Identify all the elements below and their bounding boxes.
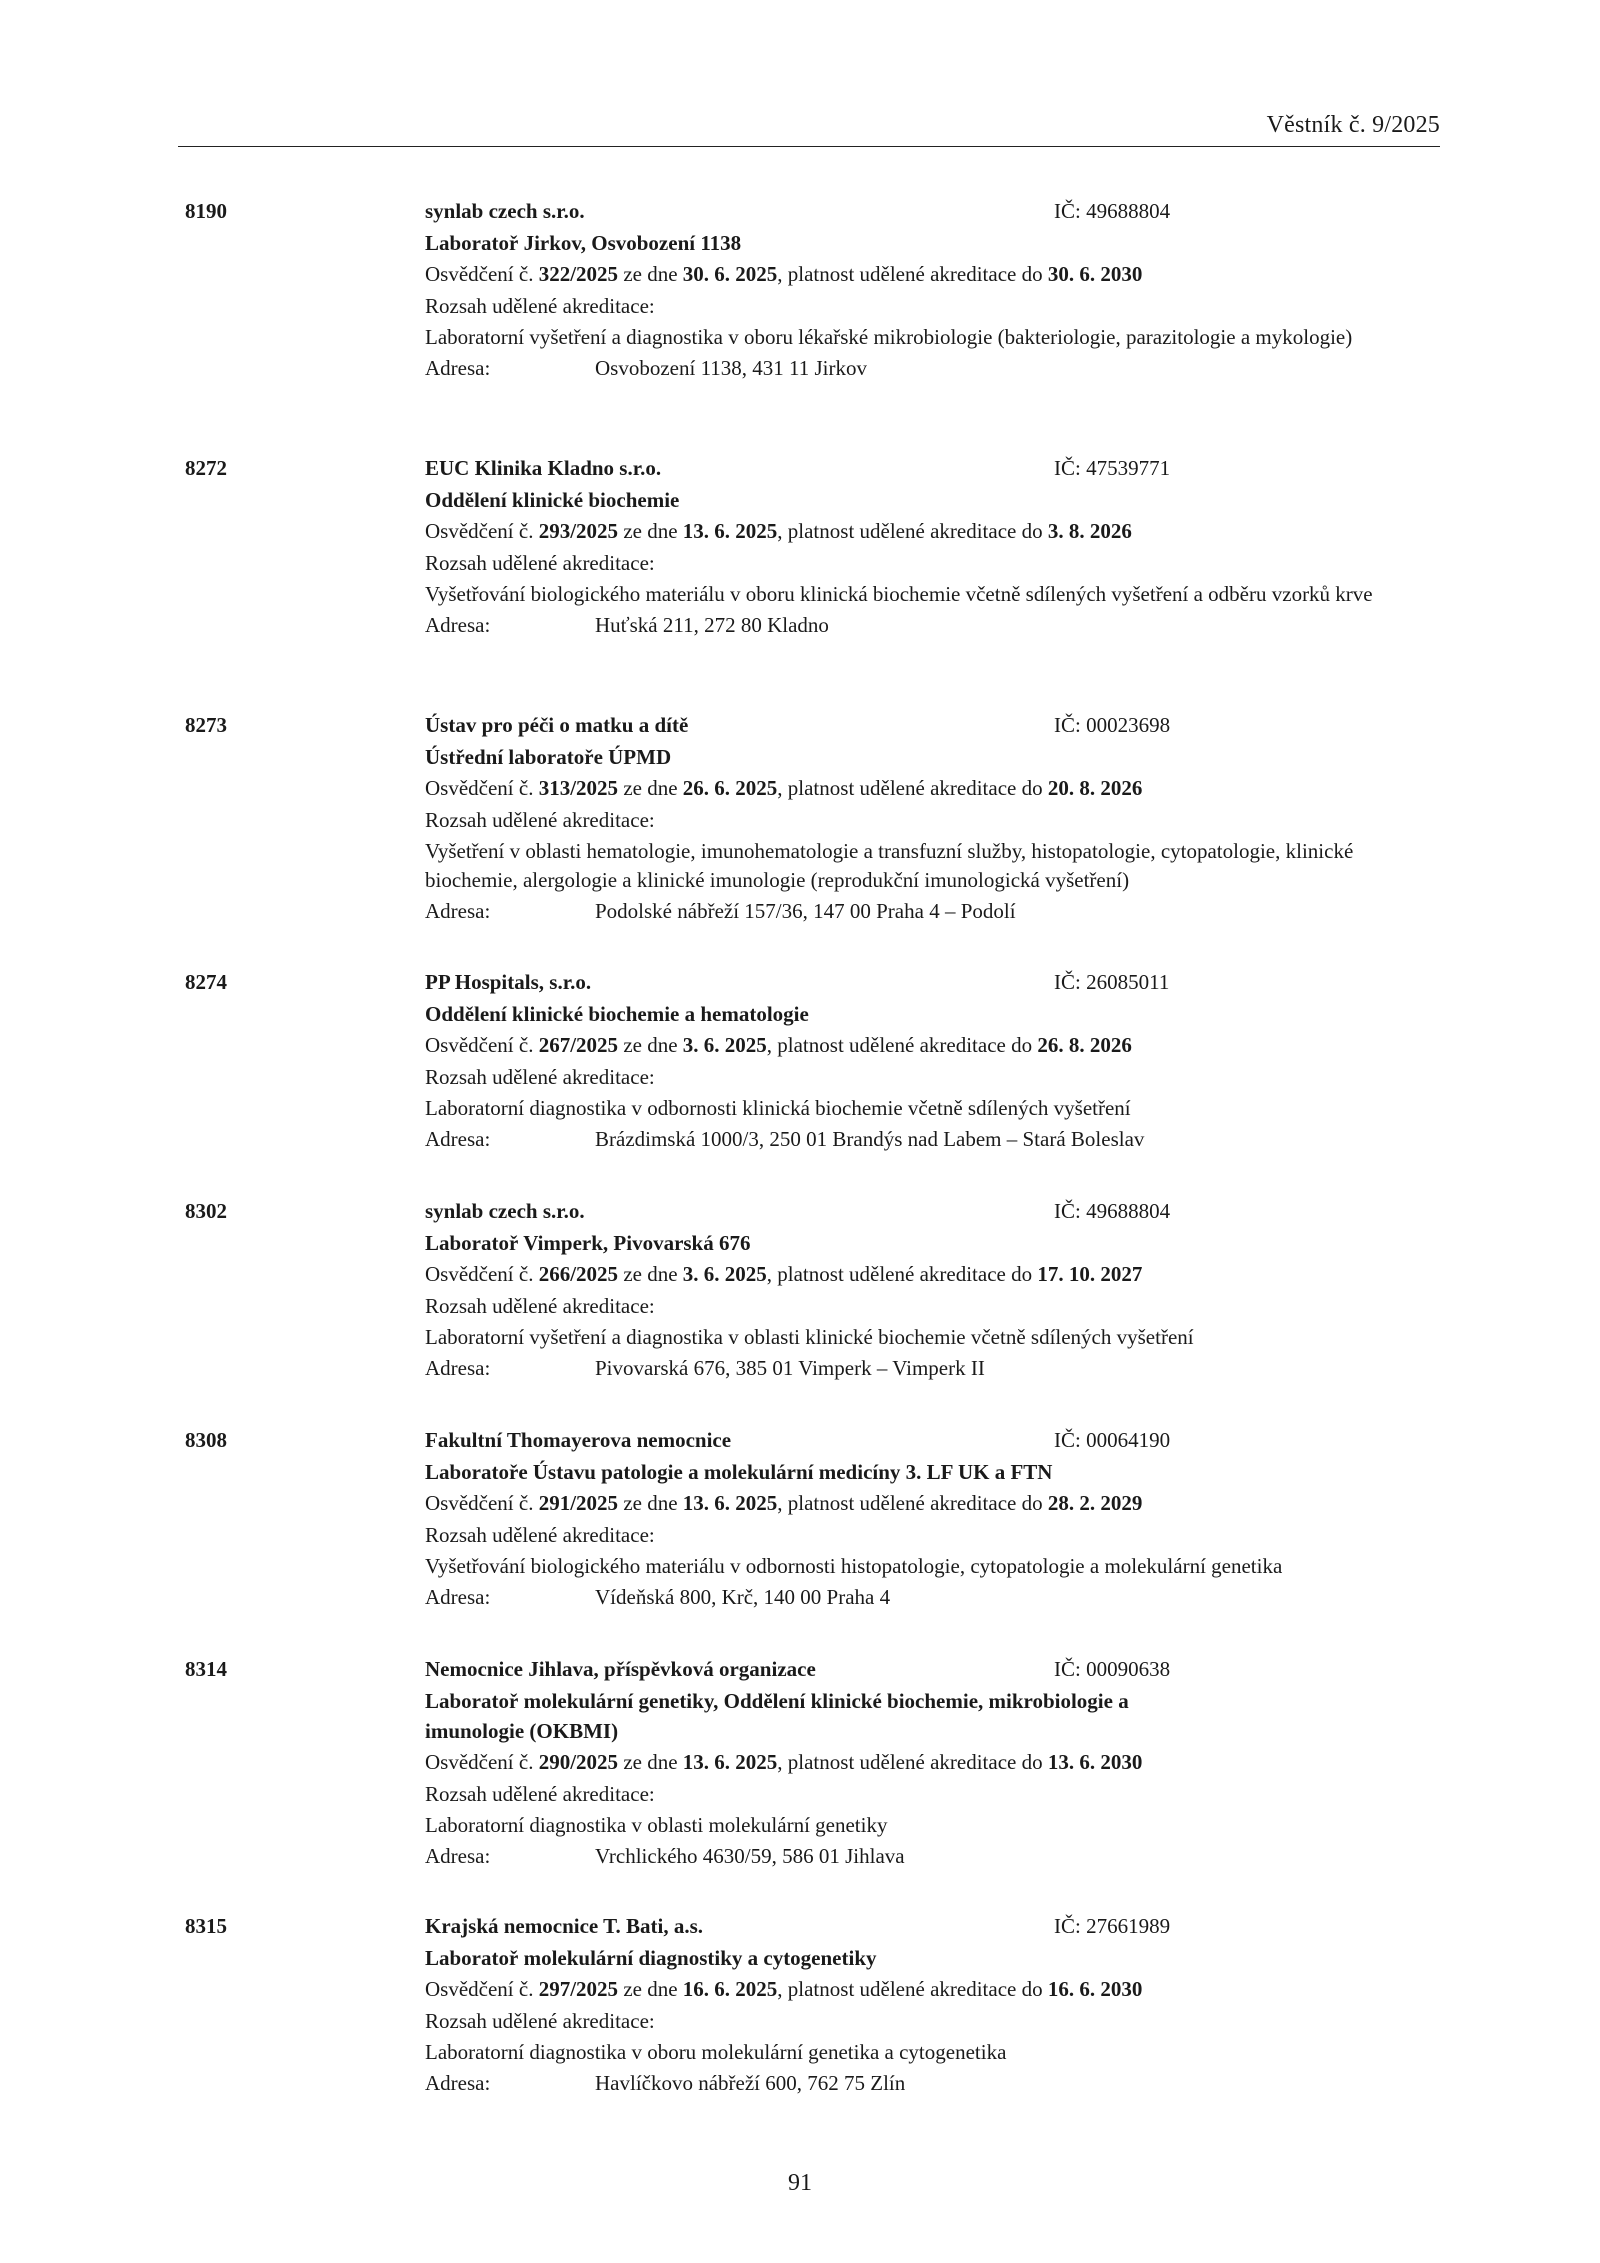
entry-number: 8274: [185, 970, 227, 994]
organization-name: Fakultní Thomayerova nemocnice: [425, 1428, 732, 1452]
entry-number: 8314: [185, 1657, 227, 1681]
laboratory-name: Oddělení klinické biochemie: [425, 487, 680, 512]
address-value: Podolské nábřeží 157/36, 147 00 Praha 4 – Podolí: [595, 898, 1016, 923]
organization-name: synlab czech s.r.o.: [425, 199, 585, 223]
address-line: Adresa: Vídeňská 800, Krč, 140 00 Praha 4: [425, 1581, 1445, 1614]
address-value: Pivovarská 676, 385 01 Vimperk – Vimperk II: [595, 1355, 985, 1380]
address-line: Adresa: Osvobození 1138, 431 11 Jirkov: [425, 352, 1445, 385]
company-id: IČ: 00064190: [1054, 1428, 1171, 1452]
scope-label: Rozsah udělené akreditace:: [425, 1294, 655, 1318]
address-value: Brázdimská 1000/3, 250 01 Brandýs nad Labem – Stará Boleslav: [595, 1126, 1145, 1151]
laboratory-name: Laboratoř Jirkov, Osvobození 1138: [425, 230, 742, 255]
laboratory-name: Laboratoře Ústavu patologie a molekulární medicíny 3. LF UK a FTN: [425, 1459, 1053, 1484]
scope-label: Rozsah udělené akreditace:: [425, 2009, 655, 2033]
address-line: Adresa: Huťská 211, 272 80 Kladno: [425, 609, 1445, 642]
certificate-line: Osvědčení č. 322/2025 ze dne 30. 6. 2025, platnost udělené akreditace do 30. 6. 2030: [425, 261, 1143, 286]
scope-text: Laboratorní diagnostika v odbornosti klinická biochemie včetně sdílených vyšetření: [425, 1095, 1131, 1120]
certificate-line: Osvědčení č. 266/2025 ze dne 3. 6. 2025, platnost udělené akreditace do 17. 10. 2027: [425, 1261, 1143, 1286]
certificate-line: Osvědčení č. 293/2025 ze dne 13. 6. 2025, platnost udělené akreditace do 3. 8. 2026: [425, 518, 1132, 543]
laboratory-name: Laboratoř molekulární genetiky, Oddělení klinické biochemie, mikrobiologie a imunologie (OKBMI): [425, 1688, 1129, 1743]
entry-number: 8273: [185, 713, 227, 737]
entry-number: 8308: [185, 1428, 227, 1452]
company-id: IČ: 47539771: [1054, 456, 1171, 480]
entry-number: 8315: [185, 1914, 227, 1938]
scope-label: Rozsah udělené akreditace:: [425, 1065, 655, 1089]
entry-number: 8302: [185, 1199, 227, 1223]
scope-text: Laboratorní vyšetření a diagnostika v oboru lékařské mikrobiologie (bakteriologie, parazitologie a mykologie): [425, 324, 1353, 349]
organization-name: synlab czech s.r.o.: [425, 1199, 585, 1223]
company-id: IČ: 49688804: [1054, 199, 1171, 223]
company-id: IČ: 00023698: [1054, 713, 1171, 737]
certificate-line: Osvědčení č. 297/2025 ze dne 16. 6. 2025, platnost udělené akreditace do 16. 6. 2030: [425, 1976, 1143, 2001]
laboratory-name: Oddělení klinické biochemie a hematologie: [425, 1001, 809, 1026]
organization-name: EUC Klinika Kladno s.r.o.: [425, 456, 662, 480]
scope-text: Laboratorní vyšetření a diagnostika v oblasti klinické biochemie včetně sdílených vyšetření: [425, 1324, 1194, 1349]
laboratory-name: Laboratoř molekulární diagnostiky a cytogenetiky: [425, 1945, 877, 1970]
entry-number: 8190: [185, 199, 227, 223]
company-id: IČ: 49688804: [1054, 1199, 1171, 1223]
address-value: Havlíčkovo nábřeží 600, 762 75 Zlín: [595, 2070, 906, 2095]
company-id: IČ: 00090638: [1054, 1657, 1171, 1681]
address-value: Vídeňská 800, Krč, 140 00 Praha 4: [595, 1584, 891, 1609]
address-line: Adresa: Vrchlického 4630/59, 586 01 Jihlava: [425, 1840, 1445, 1873]
scope-text: Laboratorní diagnostika v oblasti molekulární genetiky: [425, 1812, 888, 1837]
page-header: [178, 112, 1440, 147]
organization-name: Nemocnice Jihlava, příspěvková organizace: [425, 1657, 816, 1681]
address-line: Adresa: Havlíčkovo nábřeží 600, 762 75 Zlín: [425, 2067, 1445, 2100]
company-id: IČ: 26085011: [1054, 970, 1170, 994]
address-line: Adresa: Brázdimská 1000/3, 250 01 Brandýs nad Labem – Stará Boleslav: [425, 1123, 1445, 1156]
address-line: Adresa: Podolské nábřeží 157/36, 147 00 Praha 4 – Podolí: [425, 895, 1445, 928]
certificate-line: Osvědčení č. 290/2025 ze dne 13. 6. 2025, platnost udělené akreditace do 13. 6. 2030: [425, 1749, 1143, 1774]
certificate-line: Osvědčení č. 291/2025 ze dne 13. 6. 2025, platnost udělené akreditace do 28. 2. 2029: [425, 1490, 1143, 1515]
address-value: Huťská 211, 272 80 Kladno: [595, 612, 829, 637]
address-line: Adresa: Pivovarská 676, 385 01 Vimperk – Vimperk II: [425, 1352, 1445, 1385]
laboratory-name: Laboratoř Vimperk, Pivovarská 676: [425, 1230, 751, 1255]
company-id: IČ: 27661989: [1054, 1914, 1171, 1938]
scope-text: Vyšetření v oblasti hematologie, imunohematologie a transfuzní služby, histopatologie, cytopatologie, klinické biochemie, alergologie a klinické imunologie (reprodukční imunologická vyšetření): [425, 838, 1354, 892]
address-value: Vrchlického 4630/59, 586 01 Jihlava: [595, 1843, 905, 1868]
scope-label: Rozsah udělené akreditace:: [425, 1782, 655, 1806]
scope-label: Rozsah udělené akreditace:: [425, 294, 655, 318]
laboratory-name: Ústřední laboratoře ÚPMD: [425, 744, 672, 769]
scope-label: Rozsah udělené akreditace:: [425, 808, 655, 832]
address-value: Osvobození 1138, 431 11 Jirkov: [595, 355, 868, 380]
journal-title: Věstník č. 9/2025: [1266, 112, 1440, 138]
organization-name: Ústav pro péči o matku a dítě: [425, 713, 689, 737]
certificate-line: Osvědčení č. 267/2025 ze dne 3. 6. 2025, platnost udělené akreditace do 26. 8. 2026: [425, 1032, 1132, 1057]
scope-text: Laboratorní diagnostika v oboru molekulární genetika a cytogenetika: [425, 2039, 1007, 2064]
page-number: 91: [788, 2170, 812, 2196]
scope-text: Vyšetřování biologického materiálu v odbornosti histopatologie, cytopatologie a molekulární genetika: [425, 1553, 1283, 1578]
scope-text: Vyšetřování biologického materiálu v oboru klinická biochemie včetně sdílených vyšetření a odběru vzorků krve: [425, 581, 1373, 606]
organization-name: PP Hospitals, s.r.o.: [425, 970, 592, 994]
scope-label: Rozsah udělené akreditace:: [425, 1523, 655, 1547]
scope-label: Rozsah udělené akreditace:: [425, 551, 655, 575]
entry-number: 8272: [185, 456, 227, 480]
organization-name: Krajská nemocnice T. Bati, a.s.: [425, 1914, 704, 1938]
certificate-line: Osvědčení č. 313/2025 ze dne 26. 6. 2025, platnost udělené akreditace do 20. 8. 2026: [425, 775, 1143, 800]
